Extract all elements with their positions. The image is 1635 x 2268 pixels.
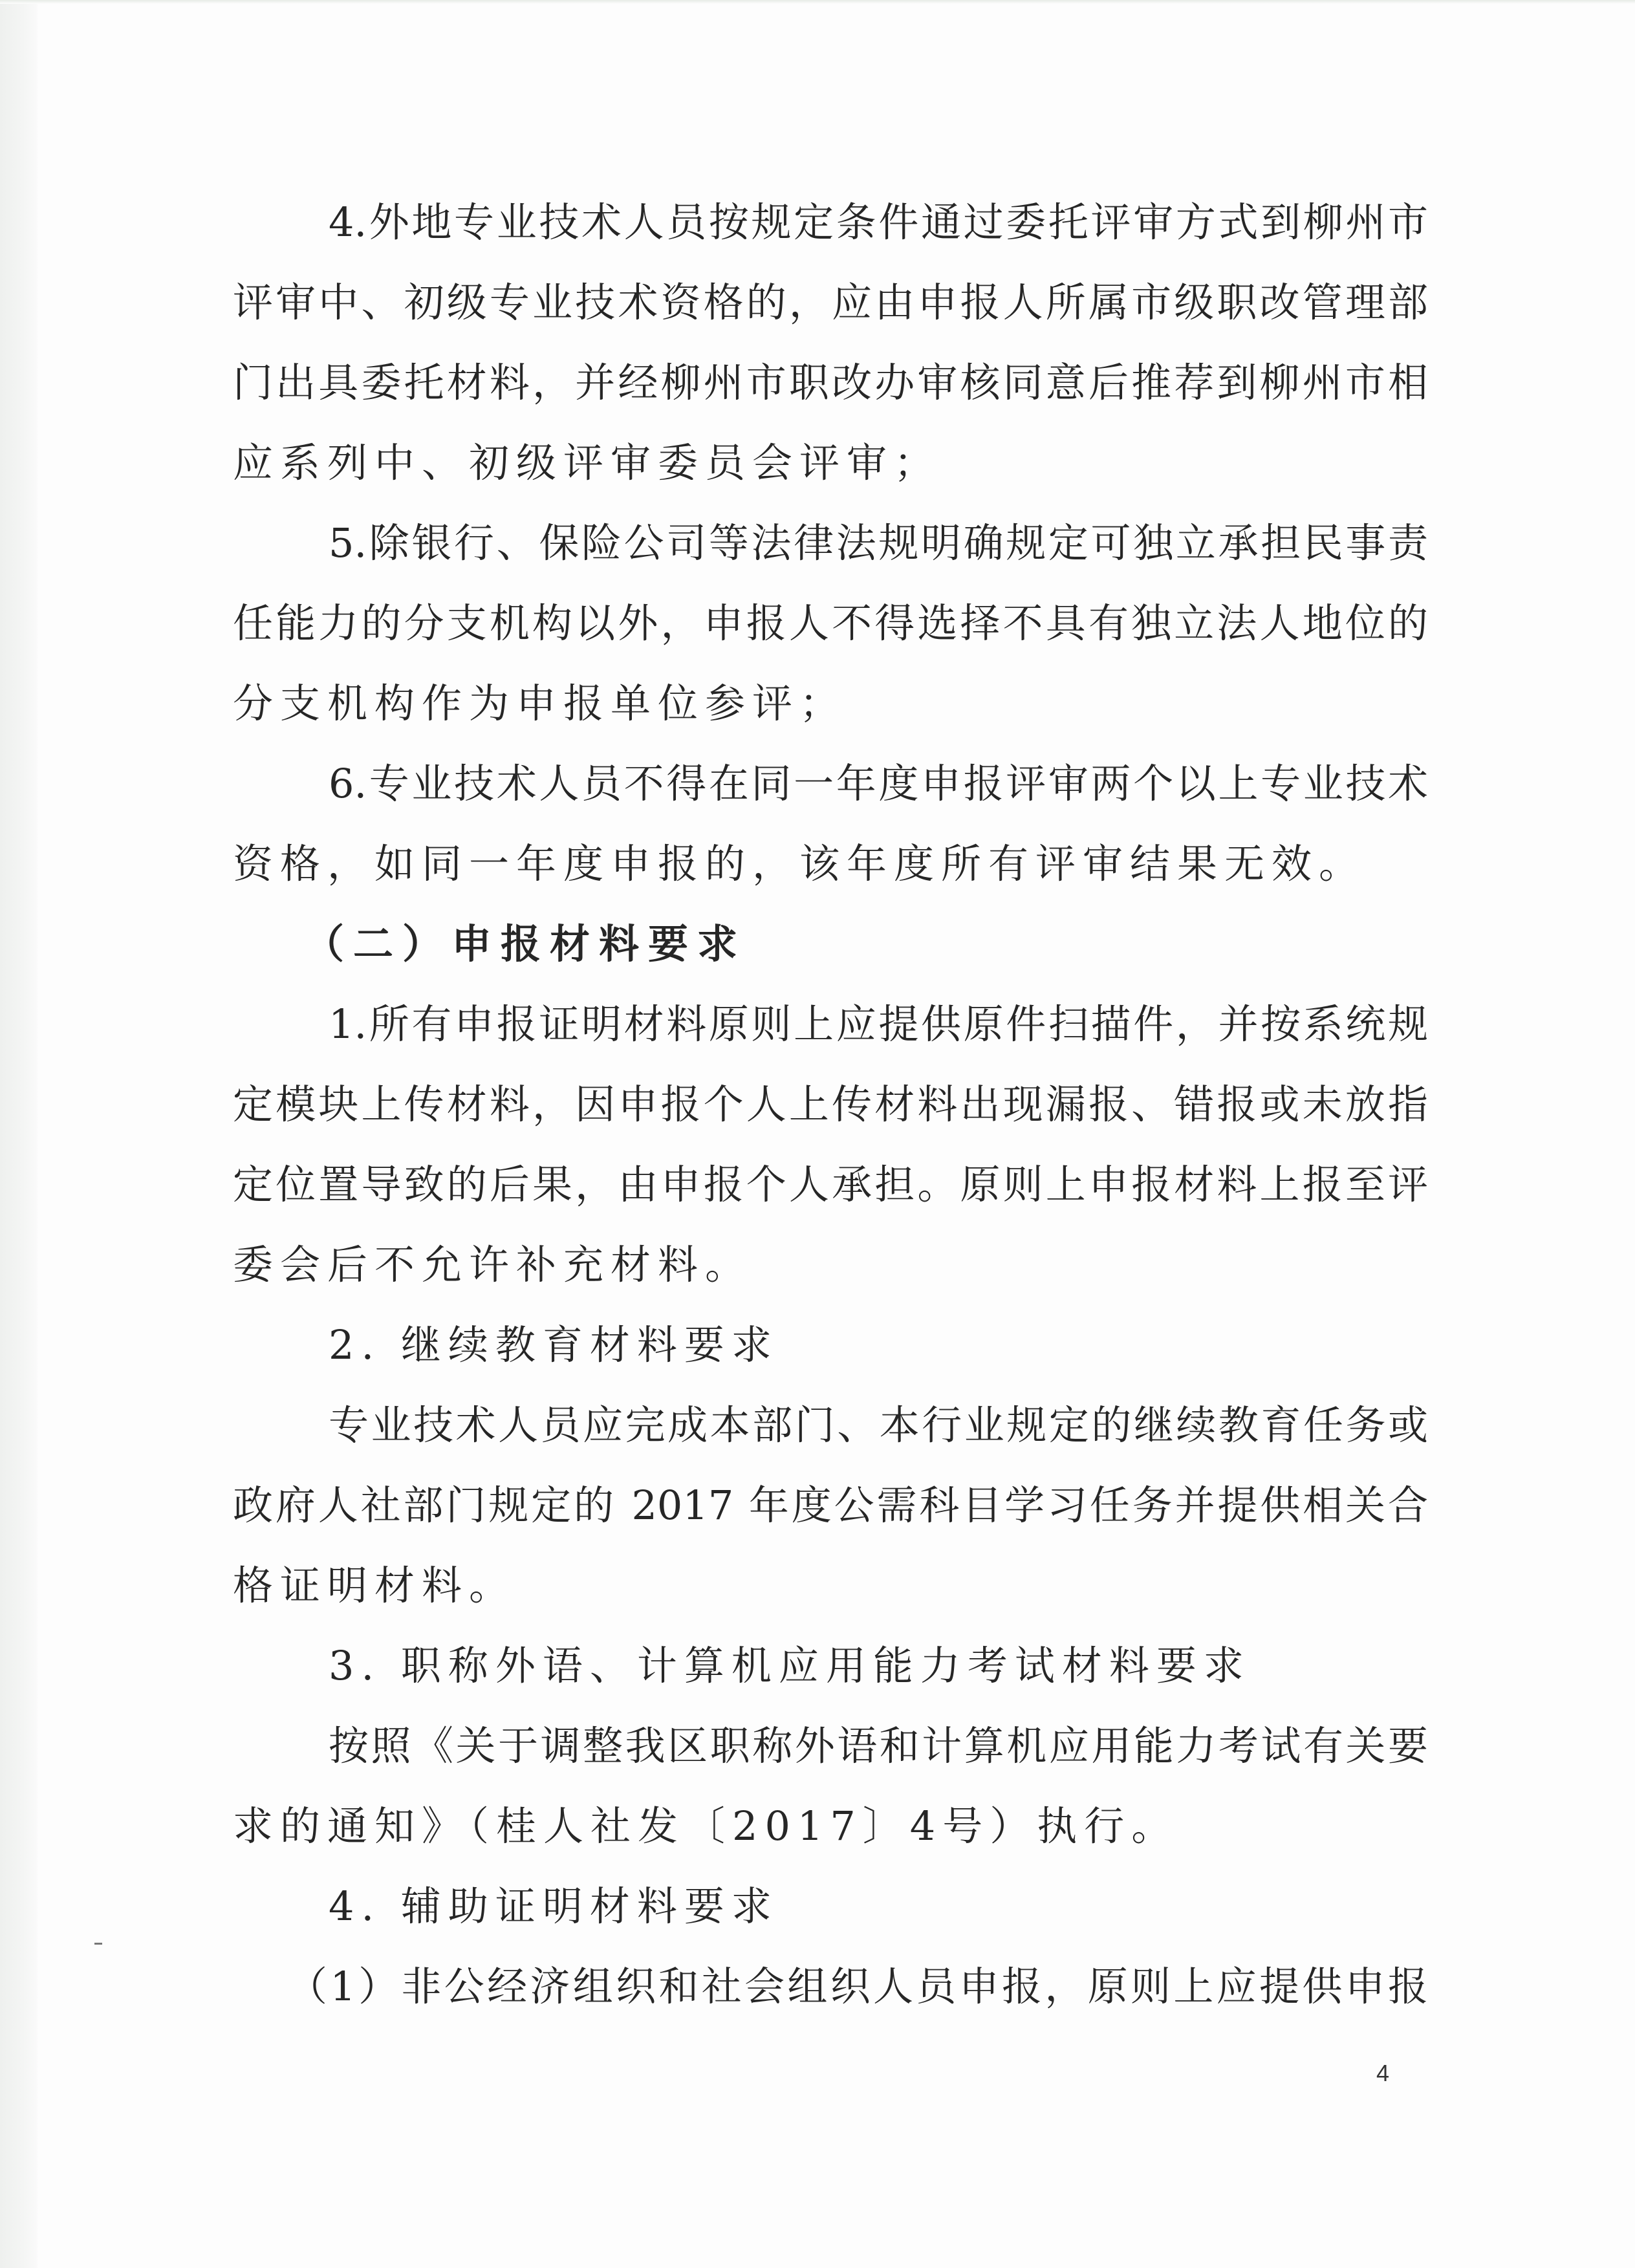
scan-artifact-mark [94, 1943, 102, 1945]
materials-item-2-title: 2. 继续教育材料要求 [329, 1321, 779, 1368]
materials-item-4-title: 4. 辅助证明材料要求 [329, 1883, 779, 1930]
materials-item-1-line-1: 1.所有申报证明材料原则上应提供原件扫描件，并按系统规 [329, 1000, 1428, 1048]
materials-item-3-title: 3. 职称外语、计算机应用能力考试材料要求 [329, 1642, 1251, 1689]
item-4-line-3: 门出具委托材料，并经柳州市职改办审核同意后推荐到柳州市相 [233, 359, 1428, 406]
document-body [233, 182, 1428, 2027]
section-heading-application-materials: （二）申报材料要求 [304, 920, 747, 967]
item-5-line-3: 分支机构作为申报单位参评； [233, 680, 847, 727]
materials-item-2-line-2: 政府人社部门规定的 2017 年度公需科目学习任务并提供相关合 [233, 1482, 1428, 1529]
item-6-line-2: 资格，如同一年度申报的，该年度所有评审结果无效。 [233, 840, 1367, 887]
materials-item-4-sub-1-line-1: （1）非公经济组织和社会组织人员申报，原则上应提供申报 [287, 1963, 1428, 2010]
scan-edge [0, 0, 38, 2268]
materials-item-2-line-1: 专业技术人员应完成本部门、本行业规定的继续教育任务或 [329, 1401, 1428, 1449]
item-5-line-1: 5.除银行、保险公司等法律法规明确规定可独立承担民事责 [329, 519, 1428, 567]
materials-item-1-line-2: 定模块上传材料，因申报个人上传材料出现漏报、错报或未放指 [233, 1081, 1428, 1128]
item-4-line-2: 评审中、初级专业技术资格的，应由申报人所属市级职改管理部 [233, 279, 1428, 326]
materials-item-3-line-2: 求的通知》（桂人社发〔2017〕4号）执行。 [233, 1802, 1179, 1850]
page-number: 4 [1376, 2060, 1390, 2086]
item-4-line-4: 应系列中、初级评审委员会评审； [233, 439, 942, 486]
materials-item-3-line-1: 按照《关于调整我区职称外语和计算机应用能力考试有关要 [329, 1722, 1428, 1769]
item-4-line-1: 4.外地专业技术人员按规定条件通过委托评审方式到柳州市 [329, 199, 1428, 246]
materials-item-2-line-3: 格证明材料。 [233, 1562, 517, 1609]
item-6-line-1: 6.专业技术人员不得在同一年度申报评审两个以上专业技术 [329, 760, 1428, 807]
scan-edge-top [0, 0, 1635, 4]
materials-item-1-line-4: 委会后不允许补充材料。 [233, 1241, 753, 1288]
materials-item-1-line-3: 定位置导致的后果，由申报个人承担。原则上申报材料上报至评 [233, 1161, 1428, 1208]
item-5-line-2: 任能力的分支机构以外，申报人不得选择不具有独立法人地位的 [233, 599, 1428, 647]
